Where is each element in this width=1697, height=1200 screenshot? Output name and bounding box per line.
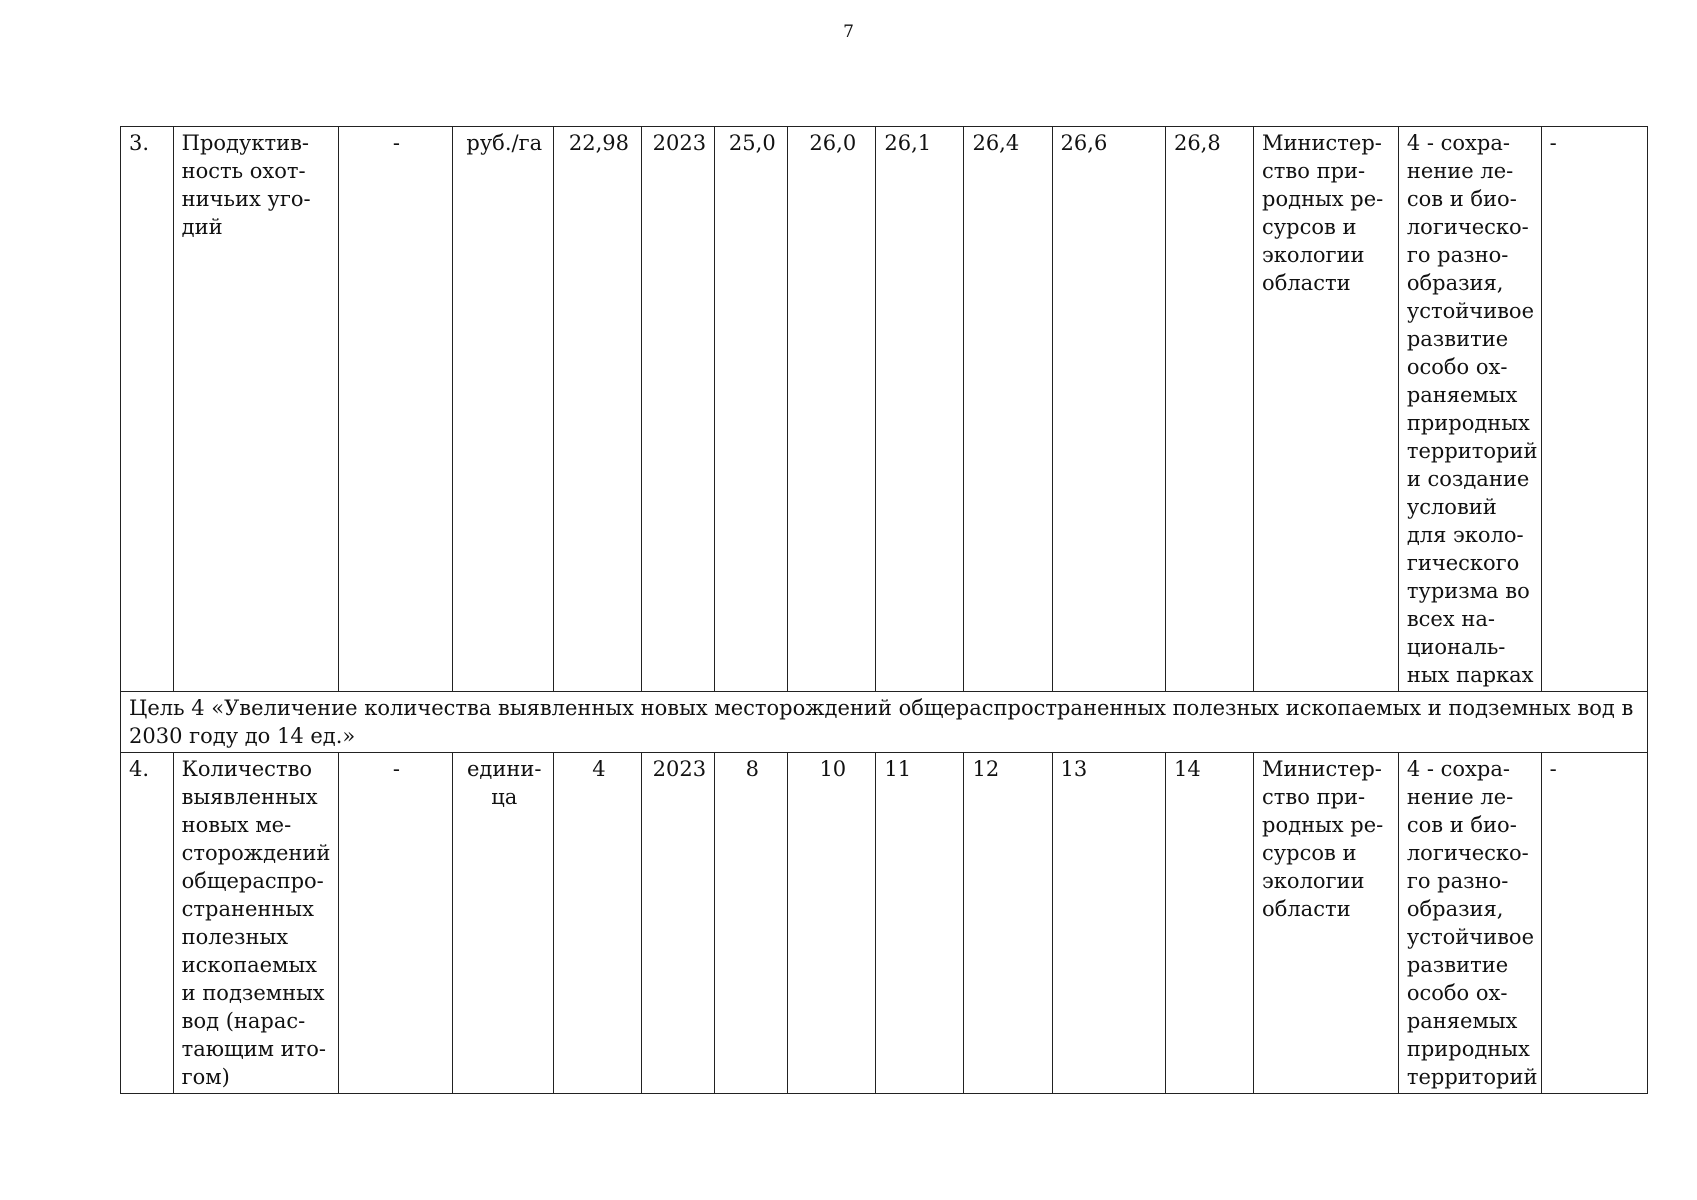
text-line: едини- bbox=[467, 757, 542, 781]
text-line: полезных bbox=[181, 925, 289, 949]
text-line: для эколо- bbox=[1406, 523, 1524, 547]
text-line: сурсов и bbox=[1262, 215, 1357, 239]
text-line: территорий bbox=[1406, 1065, 1538, 1089]
value-cell: 14 bbox=[1165, 753, 1253, 1094]
attribute-cell: - bbox=[338, 753, 452, 1094]
text-line: сторождений bbox=[181, 841, 331, 865]
text-line: области bbox=[1262, 271, 1351, 295]
indicators-table bbox=[120, 126, 1648, 1094]
text-line: экологии bbox=[1262, 869, 1365, 893]
text-line: выявленных bbox=[181, 785, 318, 809]
text-line: сурсов и bbox=[1262, 841, 1357, 865]
value-cell: 26,1 bbox=[876, 127, 964, 692]
value-cell: 10 bbox=[788, 753, 876, 1094]
text-line: и создание bbox=[1406, 467, 1530, 491]
text-line: 4 - сохра- bbox=[1406, 131, 1510, 155]
text-line: нение ле- bbox=[1406, 785, 1514, 809]
text-line: туризма во bbox=[1406, 579, 1530, 603]
value-cell: 8 bbox=[715, 753, 788, 1094]
text-line: Продуктив- bbox=[181, 131, 309, 155]
text-line: дий bbox=[181, 215, 223, 239]
text-line: 4 - сохра- bbox=[1406, 757, 1510, 781]
text-line: территорий bbox=[1406, 439, 1538, 463]
text-line: ство при- bbox=[1262, 785, 1366, 809]
attribute-cell: - bbox=[338, 127, 452, 692]
base-year-cell: 2023 bbox=[642, 127, 715, 692]
goal-heading-row bbox=[121, 692, 1648, 753]
table-row bbox=[121, 127, 1648, 692]
text-line: области bbox=[1262, 897, 1351, 921]
text-line: природных bbox=[1406, 411, 1530, 435]
text-line: родных ре- bbox=[1262, 813, 1384, 837]
text-line: общераспро- bbox=[181, 869, 324, 893]
text-line: ископаемых bbox=[181, 953, 318, 977]
value-cell: 26,8 bbox=[1165, 127, 1253, 692]
last-cell: - bbox=[1541, 753, 1647, 1094]
unit-cell bbox=[453, 127, 554, 692]
text-line: Министер- bbox=[1262, 757, 1382, 781]
base-value-cell: 22,98 bbox=[554, 127, 642, 692]
text-line: тающим ито- bbox=[181, 1037, 326, 1061]
value-cell: 26,6 bbox=[1052, 127, 1165, 692]
table-row bbox=[121, 753, 1648, 1094]
text-line: гического bbox=[1406, 551, 1520, 575]
text-line: вод (нарас- bbox=[181, 1009, 306, 1033]
text-line: страненных bbox=[181, 897, 314, 921]
text-line: го разно- bbox=[1406, 869, 1509, 893]
text-line: циональ- bbox=[1406, 635, 1506, 659]
goal-link-cell bbox=[1398, 753, 1541, 1094]
text-line: образия, bbox=[1406, 897, 1504, 921]
text-line: логическо- bbox=[1406, 215, 1529, 239]
text-line: логическо- bbox=[1406, 841, 1529, 865]
base-year-cell: 2023 bbox=[642, 753, 715, 1094]
text-line: ничьих уго- bbox=[181, 187, 311, 211]
text-line: развитие bbox=[1406, 327, 1509, 351]
page-number: 7 bbox=[843, 22, 854, 42]
text-line: всех на- bbox=[1406, 607, 1495, 631]
text-line: развитие bbox=[1406, 953, 1509, 977]
unit-cell bbox=[453, 753, 554, 1094]
text-line: Количество bbox=[181, 757, 313, 781]
responsible-cell bbox=[1254, 127, 1399, 692]
text-line: руб./га bbox=[466, 131, 543, 155]
text-line: и подземных bbox=[181, 981, 325, 1005]
text-line: нение ле- bbox=[1406, 159, 1514, 183]
text-line: ца bbox=[491, 785, 518, 809]
text-line: экологии bbox=[1262, 243, 1365, 267]
text-line: устойчивое bbox=[1406, 299, 1534, 323]
text-line: особо ох- bbox=[1406, 981, 1508, 1005]
text-line: ство при- bbox=[1262, 159, 1366, 183]
text-line: особо ох- bbox=[1406, 355, 1508, 379]
row-number: 4. bbox=[121, 753, 174, 1094]
indicator-name bbox=[173, 127, 338, 692]
text-line: новых ме- bbox=[181, 813, 292, 837]
goal-link-cell bbox=[1398, 127, 1541, 692]
text-line: ных парках bbox=[1406, 663, 1534, 687]
value-cell: 11 bbox=[876, 753, 964, 1094]
value-cell: 26,0 bbox=[788, 127, 876, 692]
text-line: Министер- bbox=[1262, 131, 1382, 155]
text-line: раняемых bbox=[1406, 383, 1518, 407]
text-line: сов и био- bbox=[1406, 813, 1517, 837]
text-line: природных bbox=[1406, 1037, 1530, 1061]
text-line: ность охот- bbox=[181, 159, 306, 183]
text-line: гом) bbox=[181, 1065, 230, 1089]
value-cell: 26,4 bbox=[964, 127, 1052, 692]
text-line: сов и био- bbox=[1406, 187, 1517, 211]
text-line: го разно- bbox=[1406, 243, 1509, 267]
indicator-name bbox=[173, 753, 338, 1094]
base-value-cell: 4 bbox=[554, 753, 642, 1094]
value-cell: 12 bbox=[964, 753, 1052, 1094]
last-cell: - bbox=[1541, 127, 1647, 692]
row-number: 3. bbox=[121, 127, 174, 692]
responsible-cell bbox=[1254, 753, 1399, 1094]
text-line: родных ре- bbox=[1262, 187, 1384, 211]
goal-heading: Цель 4 «Увеличение количества выявленных новых месторождений общераспространенных полезных ископаемых и подземных вод в 2030 году до 14 ед.» bbox=[121, 692, 1648, 753]
text-line: устойчивое bbox=[1406, 925, 1534, 949]
value-cell: 25,0 bbox=[715, 127, 788, 692]
text-line: образия, bbox=[1406, 271, 1504, 295]
value-cell: 13 bbox=[1052, 753, 1165, 1094]
text-line: условий bbox=[1406, 495, 1497, 519]
text-line: раняемых bbox=[1406, 1009, 1518, 1033]
